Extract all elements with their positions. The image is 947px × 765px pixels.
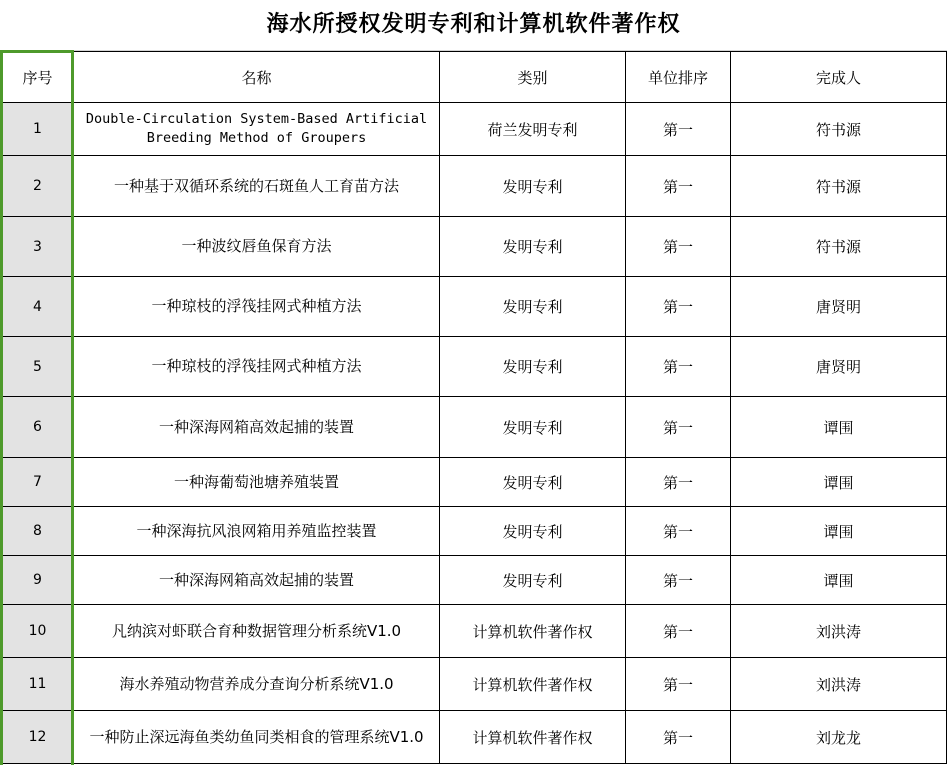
row-order-cell[interactable]: 第一 [626, 156, 731, 217]
header-person[interactable]: 完成人 [731, 52, 947, 103]
row-index-cell[interactable]: 10 [2, 605, 74, 658]
row-person-cell[interactable]: 刘洪涛 [731, 658, 947, 711]
row-order-cell[interactable]: 第一 [626, 217, 731, 277]
header-order[interactable]: 单位排序 [626, 52, 731, 103]
row-name-cell[interactable]: 一种波纹唇鱼保育方法 [74, 217, 440, 277]
row-order-cell[interactable]: 第一 [626, 605, 731, 658]
row-name-cell[interactable]: 一种基于双循环系统的石斑鱼人工育苗方法 [74, 156, 440, 217]
table-row [2, 711, 947, 764]
row-person-cell[interactable]: 谭围 [731, 397, 947, 458]
row-person-cell[interactable]: 唐贤明 [731, 277, 947, 337]
row-order-cell[interactable]: 第一 [626, 277, 731, 337]
row-category-cell[interactable]: 计算机软件著作权 [440, 711, 626, 764]
row-name-cell[interactable]: 一种深海网箱高效起捕的装置 [74, 397, 440, 458]
row-index-cell[interactable]: 9 [2, 556, 74, 605]
row-index-cell[interactable]: 3 [2, 217, 74, 277]
row-order-cell[interactable]: 第一 [626, 556, 731, 605]
table-row [2, 658, 947, 711]
row-name-cell[interactable]: 一种深海抗风浪网箱用养殖监控装置 [74, 507, 440, 556]
row-person-cell[interactable]: 谭围 [731, 507, 947, 556]
row-order-cell[interactable]: 第一 [626, 658, 731, 711]
row-index-cell[interactable]: 4 [2, 277, 74, 337]
row-index-cell[interactable]: 2 [2, 156, 74, 217]
row-name-cell[interactable]: 凡纳滨对虾联合育种数据管理分析系统V1.0 [74, 605, 440, 658]
table-row [2, 217, 947, 277]
row-category-cell[interactable]: 发明专利 [440, 337, 626, 397]
row-index-cell[interactable]: 5 [2, 337, 74, 397]
header-name[interactable]: 名称 [74, 52, 440, 103]
page-title: 海水所授权发明专利和计算机软件著作权 [266, 12, 681, 37]
table-row [2, 277, 947, 337]
table-row [2, 156, 947, 217]
table-row [2, 337, 947, 397]
row-order-cell[interactable]: 第一 [626, 711, 731, 764]
row-person-cell[interactable]: 刘洪涛 [731, 605, 947, 658]
row-order-cell[interactable]: 第一 [626, 458, 731, 507]
table-row [2, 458, 947, 507]
header-row [2, 52, 947, 103]
table-row [2, 507, 947, 556]
row-order-cell[interactable]: 第一 [626, 103, 731, 156]
row-person-cell[interactable]: 符书源 [731, 156, 947, 217]
table-row [2, 397, 947, 458]
row-category-cell[interactable]: 发明专利 [440, 556, 626, 605]
row-index-cell[interactable]: 6 [2, 397, 74, 458]
row-name-cell[interactable]: 一种琼枝的浮筏挂网式种植方法 [74, 337, 440, 397]
row-category-cell[interactable]: 发明专利 [440, 277, 626, 337]
table-row [2, 103, 947, 156]
row-name-cell[interactable]: 一种深海网箱高效起捕的装置 [74, 556, 440, 605]
row-index-cell[interactable]: 12 [2, 711, 74, 764]
row-index-cell[interactable]: 1 [2, 103, 74, 156]
header-index[interactable]: 序号 [2, 52, 74, 103]
row-person-cell[interactable]: 符书源 [731, 217, 947, 277]
row-name-cell[interactable]: 一种防止深远海鱼类幼鱼同类相食的管理系统V1.0 [74, 711, 440, 764]
patent-table [1, 51, 947, 764]
row-category-cell[interactable]: 计算机软件著作权 [440, 605, 626, 658]
row-category-cell[interactable]: 发明专利 [440, 156, 626, 217]
table-row [2, 605, 947, 658]
row-name-cell[interactable]: 一种琼枝的浮筏挂网式种植方法 [74, 277, 440, 337]
row-person-cell[interactable]: 符书源 [731, 103, 947, 156]
row-name-cell[interactable]: Double-Circulation System-Based Artificial Breeding Method of Groupers [74, 103, 440, 156]
row-person-cell[interactable]: 刘龙龙 [731, 711, 947, 764]
row-index-cell[interactable]: 7 [2, 458, 74, 507]
row-category-cell[interactable]: 发明专利 [440, 397, 626, 458]
row-order-cell[interactable]: 第一 [626, 397, 731, 458]
row-person-cell[interactable]: 唐贤明 [731, 337, 947, 397]
row-index-cell[interactable]: 11 [2, 658, 74, 711]
row-person-cell[interactable]: 谭围 [731, 458, 947, 507]
row-name-cell[interactable]: 海水养殖动物营养成分查询分析系统V1.0 [74, 658, 440, 711]
row-order-cell[interactable]: 第一 [626, 507, 731, 556]
header-category[interactable]: 类别 [440, 52, 626, 103]
row-category-cell[interactable]: 发明专利 [440, 507, 626, 556]
row-order-cell[interactable]: 第一 [626, 337, 731, 397]
table-row [2, 556, 947, 605]
row-person-cell[interactable]: 谭围 [731, 556, 947, 605]
row-name-cell[interactable]: 一种海葡萄池塘养殖装置 [74, 458, 440, 507]
row-index-cell[interactable]: 8 [2, 507, 74, 556]
row-category-cell[interactable]: 发明专利 [440, 217, 626, 277]
row-category-cell[interactable]: 发明专利 [440, 458, 626, 507]
row-category-cell[interactable]: 计算机软件著作权 [440, 658, 626, 711]
row-category-cell[interactable]: 荷兰发明专利 [440, 103, 626, 156]
